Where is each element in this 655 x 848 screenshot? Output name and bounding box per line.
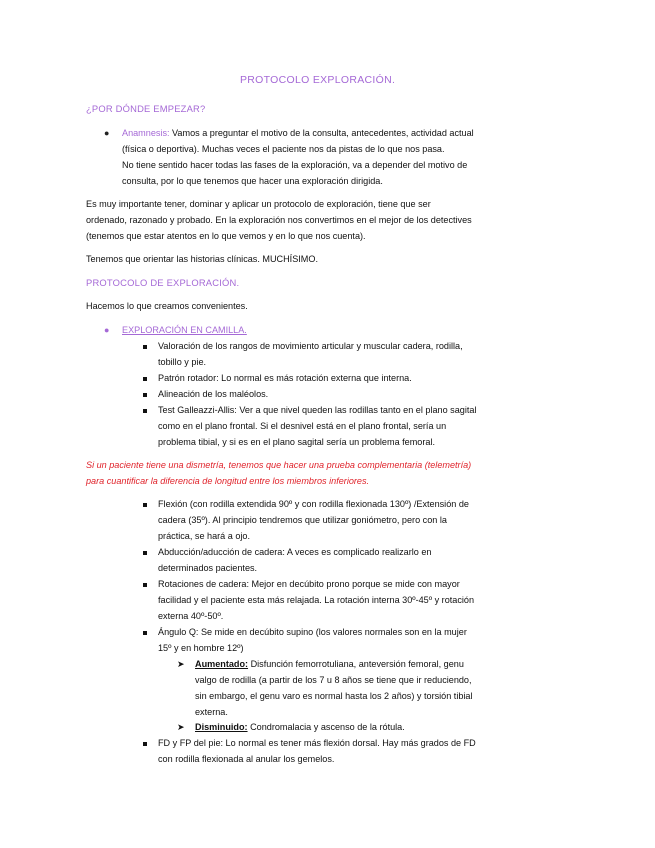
anamnesis-line-1: Anamnesis: Vamos a preguntar el motivo de la consulta, antecedentes, actividad actual [122, 128, 474, 138]
bullet-dot-icon: ● [104, 325, 110, 335]
sub-item-line: sin embargo, el genu varo es normal hasta los 2 años) y torsión tibial [195, 691, 473, 701]
arrow-bullet-icon: ➤ [177, 659, 185, 669]
square-bullet-icon [143, 631, 147, 635]
list-item-line: problema tibial, y si es en el plano sagital sería un problema femoral. [158, 437, 435, 447]
list-item-line: Flexión (con rodilla extendida 90º y con rodilla flexionada 130º) /Extensión de [158, 499, 469, 509]
note-line: para cuantificar la diferencia de longitud entre los miembros inferiores. [86, 476, 370, 486]
arrow-bullet-icon: ➤ [177, 722, 185, 732]
paragraph-line: Es muy importante tener, dominar y aplicar un protocolo de exploración, tiene que ser [86, 199, 431, 209]
square-bullet-icon [143, 583, 147, 587]
square-bullet-icon [143, 377, 147, 381]
bullet-dot-icon: ● [104, 128, 110, 138]
square-bullet-icon [143, 551, 147, 555]
square-bullet-icon [143, 742, 147, 746]
section-heading-protocol: PROTOCOLO DE EXPLORACIÓN. [86, 277, 240, 288]
list-item-line: con rodilla flexionada al anular los gemelos. [158, 754, 335, 764]
paragraph-line: ordenado, razonado y probado. En la exploración nos convertimos en el mejor de los detectives [86, 215, 472, 225]
list-item-line: FD y FP del pie: Lo normal es tener más flexión dorsal. Hay más grados de FD [158, 738, 476, 748]
square-bullet-icon [143, 503, 147, 507]
list-item-line: externa 40º-50º. [158, 611, 224, 621]
square-bullet-icon [143, 345, 147, 349]
anamnesis-label: Anamnesis: [122, 128, 170, 138]
list-item-line: Test Galleazzi-Allis: Ver a que nivel queden las rodillas tanto en el plano sagital [158, 405, 477, 415]
anamnesis-line-3: No tiene sentido hacer todas las fases de la exploración, va a depender del motivo de [122, 160, 468, 170]
sub-item-label: Aumentado: [195, 659, 249, 669]
anamnesis-line-2: (física o deportiva). Muchas veces el paciente nos da pistas de lo que nos pasa. [122, 144, 445, 154]
list-item-line: Alineación de los maléolos. [158, 389, 269, 399]
list-item-line: Rotaciones de cadera: Mejor en decúbito prono porque se mide con mayor [158, 579, 460, 589]
sub-item-line: externa. [195, 707, 228, 717]
list-item-line: tobillo y pie. [158, 357, 207, 367]
sub-item-line: Aumentado: Disfunción femorrotuliana, anteversión femoral, genu [195, 659, 464, 669]
list-item-line: Patrón rotador: Lo normal es más rotación externa que interna. [158, 373, 412, 383]
sub-item-line: Disminuido: Condromalacia y ascenso de la rótula. [195, 722, 405, 732]
square-bullet-icon [143, 393, 147, 397]
paragraph-line: Hacemos lo que creamos convenientes. [86, 301, 248, 311]
sub-item-line: valgo de rodilla (a partir de los 7 u 8 años se tiene que ir reduciendo, [195, 675, 472, 685]
square-bullet-icon [143, 409, 147, 413]
list-item-line: Ángulo Q: Se mide en decúbito supino (los valores normales son en la mujer [158, 627, 467, 637]
list-item-line: facilidad y el paciente esta más relajada. La rotación interna 30º-45º y rotación [158, 595, 475, 605]
anamnesis-line-4: consulta, por lo que tenemos que hacer una exploración dirigida. [122, 176, 383, 186]
note-line: Si un paciente tiene una dismetría, tenemos que hacer una prueba complementaria (telemetría) [86, 460, 472, 470]
subheading-camilla: EXPLORACIÓN EN CAMILLA. [122, 325, 247, 335]
sub-item-label: Disminuido: [195, 722, 248, 732]
paragraph-line: Tenemos que orientar las historias clínicas. MUCHÍSIMO. [86, 254, 318, 264]
list-item-line: práctica, se hará a ojo. [158, 531, 250, 541]
list-item-line: Valoración de los rangos de movimiento articular y muscular cadera, rodilla, [158, 341, 463, 351]
list-item-line: como en el plano frontal. Si el desnivel está en el plano frontal, sería un [158, 421, 447, 431]
list-item-line: cadera (35º). Al principio tendremos que utilizar goniómetro, pero con la [158, 515, 447, 525]
list-item-line: determinados pacientes. [158, 563, 258, 573]
list-item-line: 15º y en hombre 12º) [158, 643, 244, 653]
section-heading-start: ¿POR DÓNDE EMPEZAR? [86, 103, 206, 114]
paragraph-line: (tenemos que estar atentos en lo que vemos y en lo que nos cuenta). [86, 231, 366, 241]
list-item-line: Abducción/aducción de cadera: A veces es complicado realizarlo en [158, 547, 432, 557]
page-title: PROTOCOLO EXPLORACIÓN. [240, 74, 396, 86]
